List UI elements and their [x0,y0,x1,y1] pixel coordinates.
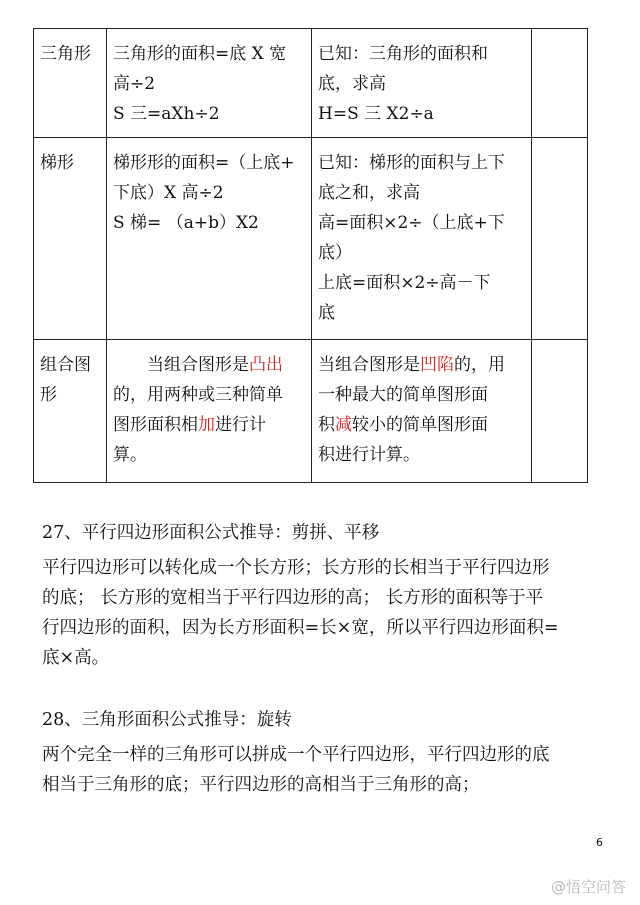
formula-line: S 三=aXh÷2 [113,104,220,124]
formula-line: 算。 [113,445,147,465]
formula-line: 下底）X 高÷2 [113,183,224,203]
formula-cell [107,29,312,138]
formula-line: 三角形的面积=底 X 宽 [113,44,287,64]
shape-name: 组合图 [40,355,91,375]
formula-line: 高÷2 [113,74,156,94]
formula-text: 当组合图形是 [147,355,249,375]
section-heading: 28、三角形面积公式推导：旋转 [42,710,292,730]
formula-cell [107,138,312,340]
section-heading: 27、平行四边形面积公式推导：剪拼、平移 [42,523,380,543]
inverse-line: 已知：三角形的面积和 [318,44,488,64]
shape-cell [34,29,107,138]
formula-cell [107,340,312,483]
paragraph-line: 行四边形的面积，因为长方形面积=长×宽，所以平行四边形面积= [42,618,559,638]
formula-line [113,410,307,440]
inverse-line: 底，求高 [318,74,386,94]
inverse-text: 积 [318,415,335,435]
paragraph-line: 的底； 长方形的宽相当于平行四边形的高； 长方形的面积等于平 [42,588,544,608]
paragraph-line: 两个完全一样的三角形可以拼成一个平行四边形，平行四边形的底 [42,745,550,765]
inverse-text: 的，用 [454,355,505,375]
inverse-line: 高=面积×2÷（上底+下 [318,213,505,233]
paragraph-line: 平行四边形可以转化成一个长方形；长方形的长相当于平行四边形 [42,558,550,578]
formula-line: 梯形形的面积=（上底+ [113,153,295,173]
table-row-trapezoid [34,138,588,340]
section-27 [42,518,602,673]
inverse-cell [312,29,532,138]
inverse-cell [312,138,532,340]
inverse-text: 较小的简单图形面 [352,415,488,435]
highlight-text: 加 [198,415,215,435]
inverse-line [318,350,527,380]
paragraph-line: 底×高。 [42,648,110,668]
inverse-line: 底之和，求高 [318,183,420,203]
inverse-line: 已知：梯形的面积与上下 [318,153,505,173]
highlight-text: 减 [335,415,352,435]
table-row-triangle [34,29,588,138]
formula-line [113,350,307,380]
inverse-line: 积进行计算。 [318,445,420,465]
inverse-line: 底 [318,303,335,323]
highlight-text: 凸出 [249,355,283,375]
inverse-text: 当组合图形是 [318,355,420,375]
highlight-text: 凹陷 [420,355,454,375]
shape-name: 三角形 [40,44,91,64]
formula-table [33,28,588,483]
formula-text: 进行计 [215,415,266,435]
inverse-cell [312,340,532,483]
formula-line: S 梯= （a+b）X2 [113,213,259,233]
watermark: @悟空问答 [550,878,626,896]
empty-cell [532,29,588,138]
table-row-composite [34,340,588,483]
inverse-line: H=S 三 X2÷a [318,104,434,124]
paragraph-line: 相当于三角形的底；平行四边形的高相当于三角形的高； [42,775,480,795]
empty-cell [532,138,588,340]
shape-cell [34,138,107,340]
inverse-line: 上底=面积×2÷高－下 [318,273,491,293]
empty-cell [532,340,588,483]
section-28 [42,705,602,800]
shape-name: 梯形 [40,153,74,173]
formula-text: 图形面积相 [113,415,198,435]
formula-line: 的，用两种或三种简单 [113,385,283,405]
inverse-line: 底） [318,243,352,263]
inverse-line [318,410,527,440]
shape-cell [34,340,107,483]
inverse-line: 一种最大的简单图形面 [318,385,488,405]
shape-name: 形 [40,385,57,405]
page-number: 6 [596,836,603,849]
